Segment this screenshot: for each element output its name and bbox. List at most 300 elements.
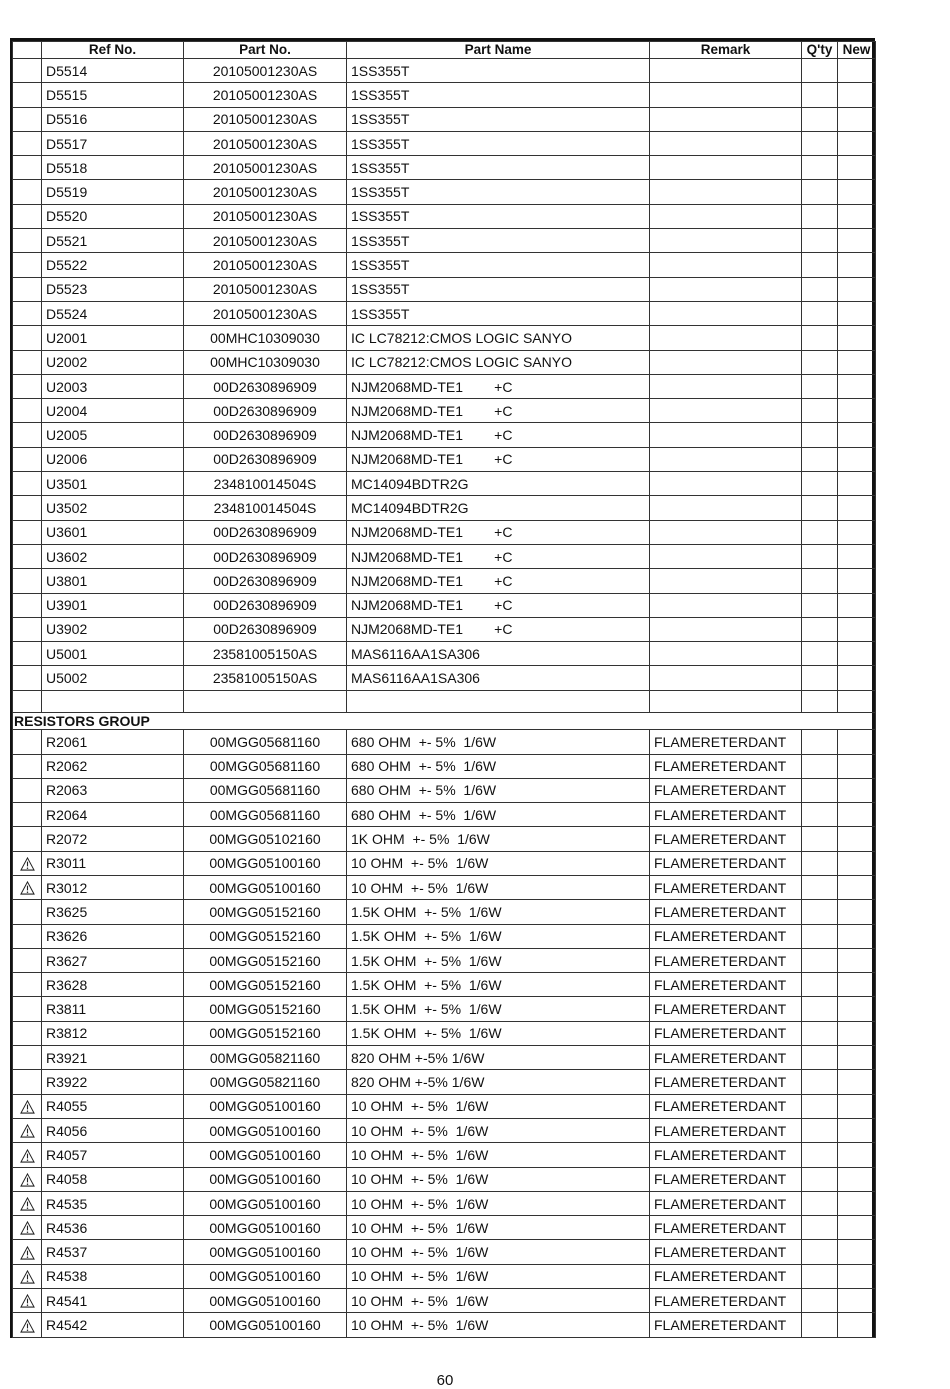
table-row: [13, 326, 876, 350]
part-no-cell: 00MGG05100160: [184, 1216, 347, 1240]
new-cell: [838, 1313, 876, 1337]
remark-cell: FLAMERETERDANT: [650, 1021, 802, 1045]
table-row: [13, 1070, 876, 1094]
safety-mark-cell: [13, 253, 42, 277]
safety-mark-cell: [13, 690, 42, 712]
table-row: [13, 253, 876, 277]
ref-no-cell: R4542: [42, 1313, 184, 1337]
part-no-cell: 00MGG05681160: [184, 730, 347, 754]
table-row: [13, 423, 876, 447]
part-name-cell: 680 OHM +- 5% 1/6W: [347, 730, 650, 754]
table-row: [13, 1118, 876, 1142]
table-row: [13, 277, 876, 301]
table-row: [13, 204, 876, 228]
table-row: [13, 1264, 876, 1288]
table-row: [13, 593, 876, 617]
part-name-cell: 10 OHM +- 5% 1/6W: [347, 1264, 650, 1288]
table-row: [13, 399, 876, 423]
new-cell: [838, 277, 876, 301]
part-no-cell: 00MGG05100160: [184, 1191, 347, 1215]
table-row: [13, 924, 876, 948]
safety-mark-cell: [13, 229, 42, 253]
remark-cell: [650, 107, 802, 131]
ref-no-cell: U3602: [42, 544, 184, 568]
header-part-no: Part No.: [184, 42, 347, 59]
part-name-cell: 1.5K OHM +- 5% 1/6W: [347, 900, 650, 924]
table-row: [13, 803, 876, 827]
part-name-cell: IC LC78212:CMOS LOGIC SANYO: [347, 326, 650, 350]
warning-triangle-icon: [20, 1124, 35, 1138]
part-no-cell: 00MGG05681160: [184, 754, 347, 778]
ref-no-cell: D5518: [42, 156, 184, 180]
table-header-row: [13, 42, 876, 59]
ref-no-cell: R3627: [42, 948, 184, 972]
header-new: New: [838, 42, 876, 59]
table-row: [13, 1143, 876, 1167]
ref-no-cell: U2004: [42, 399, 184, 423]
part-no-cell: 00MGG05102160: [184, 827, 347, 851]
warning-triangle-icon: [20, 1173, 35, 1187]
part-name-cell: 1.5K OHM +- 5% 1/6W: [347, 948, 650, 972]
qty-cell: [802, 730, 838, 754]
remark-cell: [650, 83, 802, 107]
part-no-cell: 20105001230AS: [184, 59, 347, 83]
ref-no-cell: R4541: [42, 1289, 184, 1313]
qty-cell: [802, 83, 838, 107]
part-name-cell: IC LC78212:CMOS LOGIC SANYO: [347, 350, 650, 374]
new-cell: [838, 1264, 876, 1288]
safety-mark-cell: [13, 617, 42, 641]
remark-cell: FLAMERETERDANT: [650, 754, 802, 778]
part-name-cell: 1SS355T: [347, 107, 650, 131]
safety-mark-cell: [13, 301, 42, 325]
ref-no-cell: R4535: [42, 1191, 184, 1215]
ref-no-cell: R4536: [42, 1216, 184, 1240]
part-no-cell: 00MGG05100160: [184, 851, 347, 875]
ref-no-cell: D5522: [42, 253, 184, 277]
ref-no-cell: R3011: [42, 851, 184, 875]
new-cell: [838, 544, 876, 568]
remark-cell: FLAMERETERDANT: [650, 1167, 802, 1191]
remark-cell: FLAMERETERDANT: [650, 1143, 802, 1167]
remark-cell: [650, 180, 802, 204]
part-no-cell: 00D2630896909: [184, 520, 347, 544]
qty-cell: [802, 204, 838, 228]
qty-cell: [802, 350, 838, 374]
remark-cell: FLAMERETERDANT: [650, 1070, 802, 1094]
safety-mark-cell: [13, 900, 42, 924]
remark-cell: FLAMERETERDANT: [650, 1240, 802, 1264]
part-name-cell: 10 OHM +- 5% 1/6W: [347, 1167, 650, 1191]
part-no-cell: 20105001230AS: [184, 180, 347, 204]
qty-cell: [802, 924, 838, 948]
part-name-cell: NJM2068MD-TE1 +C: [347, 374, 650, 398]
qty-cell: [802, 1118, 838, 1142]
safety-mark-cell: [13, 666, 42, 690]
remark-cell: FLAMERETERDANT: [650, 973, 802, 997]
part-no-cell: 20105001230AS: [184, 277, 347, 301]
ref-no-cell: U2005: [42, 423, 184, 447]
ref-no-cell: D5516: [42, 107, 184, 131]
safety-mark-cell: [13, 1216, 42, 1240]
ref-no-cell: D5519: [42, 180, 184, 204]
new-cell: [838, 827, 876, 851]
remark-cell: [650, 472, 802, 496]
safety-mark-cell: [13, 374, 42, 398]
part-no-cell: 00MGG05681160: [184, 778, 347, 802]
qty-cell: [802, 666, 838, 690]
new-cell: [838, 1118, 876, 1142]
qty-cell: [802, 690, 838, 712]
remark-cell: FLAMERETERDANT: [650, 803, 802, 827]
remark-cell: FLAMERETERDANT: [650, 1264, 802, 1288]
new-cell: [838, 399, 876, 423]
part-name-cell: 1SS355T: [347, 204, 650, 228]
qty-cell: [802, 997, 838, 1021]
ref-no-cell: D5514: [42, 59, 184, 83]
table-row: [13, 1046, 876, 1070]
remark-cell: FLAMERETERDANT: [650, 1118, 802, 1142]
part-no-cell: 00MGG05152160: [184, 948, 347, 972]
table-body: [13, 59, 876, 1338]
new-cell: [838, 803, 876, 827]
new-cell: [838, 350, 876, 374]
part-no-cell: 00MGG05100160: [184, 876, 347, 900]
safety-mark-cell: [13, 399, 42, 423]
table-row: [13, 472, 876, 496]
remark-cell: [650, 520, 802, 544]
part-name-cell: MC14094BDTR2G: [347, 472, 650, 496]
remark-cell: FLAMERETERDANT: [650, 827, 802, 851]
ref-no-cell: R3626: [42, 924, 184, 948]
table-row: [13, 301, 876, 325]
part-no-cell: 00D2630896909: [184, 399, 347, 423]
ref-no-cell: U3801: [42, 569, 184, 593]
remark-cell: [650, 544, 802, 568]
empty-row: [13, 690, 876, 712]
safety-mark-cell: [13, 569, 42, 593]
part-name-cell: NJM2068MD-TE1 +C: [347, 423, 650, 447]
part-name-cell: NJM2068MD-TE1 +C: [347, 520, 650, 544]
new-cell: [838, 83, 876, 107]
part-no-cell: 00MGG05152160: [184, 997, 347, 1021]
header-part-name: Part Name: [347, 42, 650, 59]
safety-mark-cell: [13, 730, 42, 754]
new-cell: [838, 617, 876, 641]
safety-mark-cell: [13, 277, 42, 301]
table-row: [13, 900, 876, 924]
safety-mark-cell: [13, 59, 42, 83]
ref-no-cell: U2006: [42, 447, 184, 471]
part-name-cell: 1SS355T: [347, 59, 650, 83]
part-no-cell: 23581005150AS: [184, 666, 347, 690]
part-name-cell: 10 OHM +- 5% 1/6W: [347, 1191, 650, 1215]
table-row: [13, 1094, 876, 1118]
part-name-cell: 820 OHM +-5% 1/6W: [347, 1046, 650, 1070]
qty-cell: [802, 948, 838, 972]
safety-mark-cell: [13, 83, 42, 107]
remark-cell: [650, 301, 802, 325]
ref-no-cell: D5523: [42, 277, 184, 301]
part-name-cell: 1SS355T: [347, 301, 650, 325]
table-row: [13, 827, 876, 851]
ref-no-cell: R4537: [42, 1240, 184, 1264]
ref-no-cell: R3921: [42, 1046, 184, 1070]
ref-no-cell: R3628: [42, 973, 184, 997]
table-row: [13, 520, 876, 544]
part-no-cell: 00MGG05100160: [184, 1264, 347, 1288]
new-cell: [838, 730, 876, 754]
new-cell: [838, 1094, 876, 1118]
ref-no-cell: U3502: [42, 496, 184, 520]
new-cell: [838, 642, 876, 666]
warning-triangle-icon: [20, 1246, 35, 1260]
safety-mark-cell: [13, 1240, 42, 1264]
table-row: [13, 229, 876, 253]
part-no-cell: 00MGG05100160: [184, 1118, 347, 1142]
remark-cell: FLAMERETERDANT: [650, 997, 802, 1021]
new-cell: [838, 690, 876, 712]
ref-no-cell: R3012: [42, 876, 184, 900]
qty-cell: [802, 642, 838, 666]
table-row: [13, 851, 876, 875]
table-row: [13, 180, 876, 204]
ref-no-cell: R4057: [42, 1143, 184, 1167]
qty-cell: [802, 778, 838, 802]
qty-cell: [802, 180, 838, 204]
part-name-cell: 820 OHM +-5% 1/6W: [347, 1070, 650, 1094]
header-remark: Remark: [650, 42, 802, 59]
table-row: [13, 374, 876, 398]
warning-triangle-icon: [20, 1294, 35, 1308]
qty-cell: [802, 1240, 838, 1264]
header-ref-no: Ref No.: [42, 42, 184, 59]
new-cell: [838, 180, 876, 204]
warning-triangle-icon: [20, 881, 35, 895]
part-no-cell: 20105001230AS: [184, 83, 347, 107]
part-name-cell: 10 OHM +- 5% 1/6W: [347, 851, 650, 875]
new-cell: [838, 1167, 876, 1191]
qty-cell: [802, 1313, 838, 1337]
safety-mark-cell: [13, 520, 42, 544]
qty-cell: [802, 1046, 838, 1070]
table-row: [13, 642, 876, 666]
table-row: [13, 1191, 876, 1215]
part-name-cell: 10 OHM +- 5% 1/6W: [347, 1313, 650, 1337]
remark-cell: [650, 156, 802, 180]
safety-mark-cell: [13, 803, 42, 827]
new-cell: [838, 447, 876, 471]
part-name-cell: 1SS355T: [347, 131, 650, 155]
part-name-cell: 10 OHM +- 5% 1/6W: [347, 876, 650, 900]
table-row: [13, 496, 876, 520]
part-no-cell: 23581005150AS: [184, 642, 347, 666]
part-name-cell: 10 OHM +- 5% 1/6W: [347, 1118, 650, 1142]
part-name-cell: NJM2068MD-TE1 +C: [347, 447, 650, 471]
ref-no-cell: U2001: [42, 326, 184, 350]
remark-cell: FLAMERETERDANT: [650, 851, 802, 875]
qty-cell: [802, 827, 838, 851]
remark-cell: FLAMERETERDANT: [650, 730, 802, 754]
new-cell: [838, 1191, 876, 1215]
table-row: [13, 107, 876, 131]
safety-mark-cell: [13, 496, 42, 520]
table-row: [13, 156, 876, 180]
table-row: [13, 666, 876, 690]
part-no-cell: 00D2630896909: [184, 569, 347, 593]
part-no-cell: 00MGG05152160: [184, 1021, 347, 1045]
part-no-cell: 20105001230AS: [184, 253, 347, 277]
part-no-cell: 00MGG05100160: [184, 1143, 347, 1167]
qty-cell: [802, 131, 838, 155]
warning-triangle-icon: [20, 1100, 35, 1114]
remark-cell: FLAMERETERDANT: [650, 1191, 802, 1215]
safety-mark-cell: [13, 827, 42, 851]
part-no-cell: 234810014504S: [184, 496, 347, 520]
new-cell: [838, 778, 876, 802]
remark-cell: FLAMERETERDANT: [650, 876, 802, 900]
part-name-cell: MAS6116AA1SA306: [347, 642, 650, 666]
safety-mark-cell: [13, 1289, 42, 1313]
qty-cell: [802, 1143, 838, 1167]
part-no-cell: 00D2630896909: [184, 447, 347, 471]
remark-cell: [650, 350, 802, 374]
ref-no-cell: D5521: [42, 229, 184, 253]
safety-mark-cell: [13, 948, 42, 972]
safety-mark-cell: [13, 1167, 42, 1191]
warning-triangle-icon: [20, 857, 35, 871]
part-no-cell: 20105001230AS: [184, 131, 347, 155]
remark-cell: [650, 374, 802, 398]
part-name-cell: 1SS355T: [347, 229, 650, 253]
qty-cell: [802, 900, 838, 924]
remark-cell: [650, 447, 802, 471]
ref-no-cell: U3902: [42, 617, 184, 641]
new-cell: [838, 1021, 876, 1045]
new-cell: [838, 156, 876, 180]
table-row: [13, 617, 876, 641]
part-name-cell: MAS6116AA1SA306: [347, 666, 650, 690]
new-cell: [838, 900, 876, 924]
safety-mark-cell: [13, 131, 42, 155]
qty-cell: [802, 1191, 838, 1215]
remark-cell: [650, 59, 802, 83]
ref-no-cell: D5524: [42, 301, 184, 325]
ref-no-cell: R4056: [42, 1118, 184, 1142]
qty-cell: [802, 253, 838, 277]
qty-cell: [802, 1216, 838, 1240]
remark-cell: [650, 277, 802, 301]
part-name-cell: 1SS355T: [347, 253, 650, 277]
qty-cell: [802, 301, 838, 325]
header-qty: Q'ty: [802, 42, 838, 59]
qty-cell: [802, 593, 838, 617]
part-no-cell: 00MGG05100160: [184, 1240, 347, 1264]
part-no-cell: 234810014504S: [184, 472, 347, 496]
new-cell: [838, 948, 876, 972]
remark-cell: [650, 569, 802, 593]
qty-cell: [802, 1264, 838, 1288]
group-row: [13, 712, 876, 730]
safety-mark-cell: [13, 754, 42, 778]
warning-triangle-icon: [20, 1221, 35, 1235]
part-name-cell: 10 OHM +- 5% 1/6W: [347, 1216, 650, 1240]
part-name-cell: 10 OHM +- 5% 1/6W: [347, 1094, 650, 1118]
new-cell: [838, 973, 876, 997]
safety-mark-cell: [13, 876, 42, 900]
remark-cell: [650, 496, 802, 520]
part-no-cell: 00MGG05152160: [184, 924, 347, 948]
qty-cell: [802, 1094, 838, 1118]
ref-no-cell: [42, 690, 184, 712]
ref-no-cell: D5515: [42, 83, 184, 107]
remark-cell: FLAMERETERDANT: [650, 1046, 802, 1070]
safety-mark-cell: [13, 472, 42, 496]
safety-mark-cell: [13, 851, 42, 875]
safety-mark-cell: [13, 447, 42, 471]
safety-mark-cell: [13, 156, 42, 180]
header-flag: [13, 42, 42, 59]
part-no-cell: 20105001230AS: [184, 229, 347, 253]
qty-cell: [802, 326, 838, 350]
qty-cell: [802, 617, 838, 641]
part-name-cell: 10 OHM +- 5% 1/6W: [347, 1143, 650, 1167]
safety-mark-cell: [13, 350, 42, 374]
ref-no-cell: R3812: [42, 1021, 184, 1045]
table-row: [13, 447, 876, 471]
parts-list-sheet: [10, 38, 875, 1338]
ref-no-cell: U2002: [42, 350, 184, 374]
safety-mark-cell: [13, 1118, 42, 1142]
qty-cell: [802, 569, 838, 593]
part-name-cell: 680 OHM +- 5% 1/6W: [347, 803, 650, 827]
qty-cell: [802, 496, 838, 520]
qty-cell: [802, 229, 838, 253]
new-cell: [838, 754, 876, 778]
part-name-cell: 1.5K OHM +- 5% 1/6W: [347, 973, 650, 997]
remark-cell: FLAMERETERDANT: [650, 1313, 802, 1337]
remark-cell: [650, 253, 802, 277]
part-no-cell: 00MGG05100160: [184, 1167, 347, 1191]
qty-cell: [802, 277, 838, 301]
part-no-cell: 00MHC10309030: [184, 326, 347, 350]
ref-no-cell: R2062: [42, 754, 184, 778]
part-name-cell: 1SS355T: [347, 156, 650, 180]
new-cell: [838, 1289, 876, 1313]
new-cell: [838, 876, 876, 900]
table-row: [13, 876, 876, 900]
ref-no-cell: U5001: [42, 642, 184, 666]
safety-mark-cell: [13, 326, 42, 350]
new-cell: [838, 1070, 876, 1094]
new-cell: [838, 1216, 876, 1240]
table-row: [13, 997, 876, 1021]
part-name-cell: NJM2068MD-TE1 +C: [347, 544, 650, 568]
new-cell: [838, 496, 876, 520]
table-row: [13, 754, 876, 778]
qty-cell: [802, 374, 838, 398]
part-name-cell: 10 OHM +- 5% 1/6W: [347, 1289, 650, 1313]
ref-no-cell: U2003: [42, 374, 184, 398]
new-cell: [838, 107, 876, 131]
table-row: [13, 544, 876, 568]
part-name-cell: [347, 690, 650, 712]
ref-no-cell: R4538: [42, 1264, 184, 1288]
remark-cell: [650, 131, 802, 155]
part-no-cell: 00MGG05100160: [184, 1094, 347, 1118]
new-cell: [838, 229, 876, 253]
safety-mark-cell: [13, 1143, 42, 1167]
